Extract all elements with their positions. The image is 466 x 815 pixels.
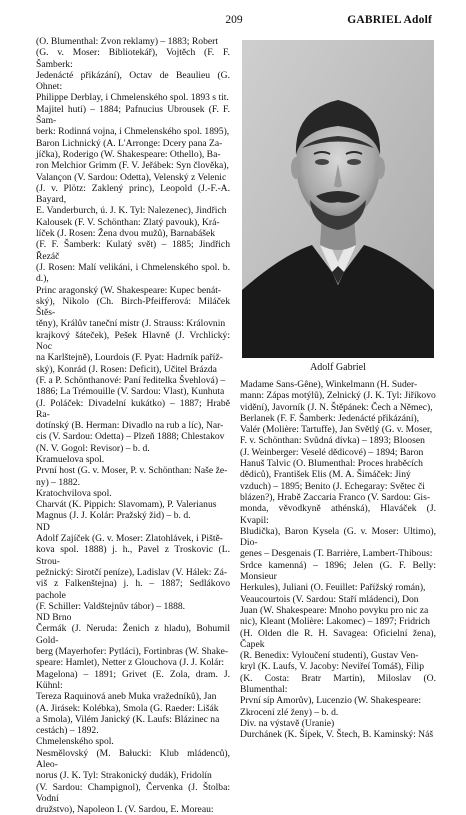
text-line: kryl (K. Laufs, V. Jacoby: Neviřeí Tomáš), Filip — [240, 661, 424, 673]
text-line: První host (G. v. Moser, P. v. Schönthan: Naše že- — [36, 465, 228, 477]
text-line: Adolf Zajíček (G. v. Moser: Zlatohlávek, i Piště- — [36, 533, 223, 545]
text-line: Majitel hutí) – 1884; Pafnucius Ubrousek (F. F. Šam- — [36, 103, 230, 127]
text-line: Hanuš Talvic (O. Blumenthal: Proces hraběcích — [240, 458, 423, 470]
text-line: Madame Sans-Gêne), Winkelmann (H. Suder- — [240, 379, 418, 390]
text-line: (K. Costa: Bratr Martin), Miloslav (O. Blumenthal: — [240, 672, 436, 696]
text-line: Čermák (J. Neruda: Ženich z hladu), Bohumil Gold- — [36, 623, 230, 646]
text-line: Div. na výstavě (Uranie) — [240, 717, 335, 729]
text-line: ron Melchior Grimm (F. V. Jeřábek: Syn člověka), — [36, 160, 229, 172]
text-line: Zkrocení zlé ženy) – b. d. — [240, 706, 339, 718]
text-line: ský), Konrád (J. Rosen: Deficit), Učitel Brázda — [36, 363, 217, 375]
text-line: (J. v. Plötz: Zaklený princ), Leopold (J.-F.-A. Bayard, — [36, 182, 230, 206]
right-column-text — [240, 379, 436, 741]
text-line: pežnický: Sirotčí peníze), Ladislav (V. Hálek: Zá- — [36, 566, 228, 578]
text-line: jíčka), Roderigo (W. Shakespeare: Othello), Ba- — [36, 148, 221, 160]
text-line: (N. V. Gogol: Revisor) – b. d. — [36, 442, 150, 454]
text-line: Nesmělovský (M. Bałucki: Klub mládenců), Aleo- — [36, 747, 230, 770]
text-line: a Smola), Vilém Janický (K. Laufs: Blázinec na — [36, 713, 220, 725]
text-line: F. v. Schönthan: Svůdná dívka) – 1893; Bloosen — [240, 435, 425, 447]
text-line: dědiců), František Elis (M. A. Šimáček: Jiný — [240, 469, 411, 481]
text-line: Kramuelova spol. — [36, 453, 105, 465]
text-line: genes – Desgenais (T. Barrière, Lambert-Thibous: — [240, 548, 433, 560]
text-line: Philippe Derblay, i Chmelenského spol. 1893 s tit. — [36, 92, 229, 104]
text-line: ský), Nikolo (Ch. Birch-Pfeifferová: Miláček Štěs- — [36, 295, 230, 319]
text-line: Juan (W. Shakespeare: Mnoho povyku pro nic za — [240, 604, 429, 616]
text-line: těny), Králův taneční mistr (J. Strauss: Královnin — [36, 318, 226, 330]
text-line: 1886; La Trémouille (V. Sardou: Vlast), Kunhuta — [36, 386, 225, 398]
text-line: Berlanek (F. F. Šamberk: Jedenácté přikázání), — [240, 412, 420, 424]
text-line: Charvát (K. Pippich: Slavomam), P. Valerianus — [36, 499, 217, 511]
text-line: (A. Jirásek: Kolébka), Smola (G. Raeder: Lišák — [36, 702, 219, 714]
text-line: Kratochvilova spol. — [36, 487, 112, 499]
text-line: Valançon (V. Sardou: Odetta), Velenský z Velenic — [36, 171, 227, 183]
text-line: (O. Blumenthal: Zvon reklamy) – 1883; Robert — [36, 36, 218, 47]
text-line: nic), Kleant (Molière: Lakomec) – 1897; Fridrich — [240, 616, 430, 628]
text-line: Baron Lichnický (A. L'Arronge: Dcery pana Za- — [36, 137, 223, 149]
text-line: Magnus (J. J. Kolár: Pražský žid) – b. d. — [36, 510, 191, 522]
text-line: (F. F. Šamberk: Kulatý svět) – 1885; Jindřich Řezáč — [36, 239, 230, 262]
text-line: Princ aragonský (W. Shakespeare: Kupec benát- — [36, 284, 222, 296]
text-line: berg (Mayerhofer: Pytláci), Fortinbras (W. Shake- — [36, 646, 229, 658]
text-line: blázen?), Hrabě Zaccaria Franco (V. Sardou: Gis- — [240, 491, 431, 503]
text-line: na Karlštejně), Lourdois (F. Pyat: Hadrník paříž- — [36, 352, 223, 364]
text-line: (H. Olden dle R. H. Savagea: Oficielní žena), Čapek — [240, 627, 436, 650]
text-line: (F. Schiller: Valdštejnův tábor) – 1888. — [36, 600, 186, 612]
text-line: družstvo), Napoleon I. (V. Sardou, E. Moreau: — [36, 804, 214, 815]
text-line: líček (J. Rosen: Žena dvou mužů), Barnabášek — [36, 228, 216, 240]
text-line: (J. Poláček: Divadelní kukátko) – 1887; Hrabě Ra- — [36, 397, 230, 420]
text-line: krajkový šáteček), Pešek Hlavně (J. Vrchlický: Noc — [36, 329, 230, 353]
text-line: mann: Zápas motýlů), Zelnický (J. K. Tyl: Jiříkovo — [240, 390, 436, 402]
text-line: vzduch) – 1895; Benito (J. Echegaray: Světec či — [240, 480, 425, 492]
text-line: vidění), Javorník (J. N. Štěpánek: Čech a Němec), — [240, 401, 433, 413]
text-line: Herkules), Juliani (O. Feuillet: Pařížský román), — [240, 582, 426, 594]
text-line: monda, věvodkyně athénská), Hlaváček (J. Kvapil: — [240, 503, 436, 526]
page-header — [36, 14, 432, 28]
text-line: (G. v. Moser: Bibliotekář), Vojtěch (F. F. Šamberk: — [36, 47, 230, 70]
text-line: (J. Weinberger: Veselé dědicové) – 1894; Baron — [240, 446, 424, 458]
text-line: Valér (Molière: Tartuffe), Jan Světlý (G. v. Moser, — [240, 424, 433, 436]
text-line: Bludička), Baron Kysela (G. v. Moser: Ultimo), Dio- — [240, 525, 436, 549]
left-column-text — [36, 36, 230, 815]
text-line: (J. Rosen: Malí velikáni, i Chmelenského spol. b. d.), — [36, 261, 230, 285]
text-line: První síp Amorův), Lucenzio (W. Shakespeare: — [240, 695, 422, 707]
text-line: cis (V. Sardou: Odetta) – Plzeň 1888; Chlestakov — [36, 431, 225, 443]
text-line: (R. Benedix: Vyloučení studenti), Gustav Ven- — [240, 650, 419, 662]
text-line: ND Brno — [36, 612, 72, 624]
text-line: ND — [36, 521, 50, 533]
text-line: Jedenácté přikázání), Octav de Beaulieu (G. Ohnet: — [36, 69, 230, 93]
portrait-photo — [242, 40, 434, 358]
page-number: 209 — [225, 14, 243, 26]
text-line: kova spol. 1888) j. h., Pavel z Troskovic (L. Strou- — [36, 544, 230, 567]
text-line: dotínský (B. Herman: Divadlo na rub a líc), Nar- — [36, 420, 224, 432]
photo-caption: Adolf Gabriel — [310, 362, 366, 373]
text-line: (V. Sardou: Champignol), Červenka (J. Štolba: Vodní — [36, 781, 230, 804]
text-line: cestách) – 1892. — [36, 725, 99, 737]
text-line: berk: Rodinná vojna, i Chmelenského spol. 1895), — [36, 126, 230, 138]
text-line: Tereza Raquinová aneb Muka vražedníků), Jan — [36, 691, 217, 703]
text-line: norus (J. K. Tyl: Strakonický dudák), Fridolín — [36, 770, 212, 782]
text-line: Durchánek (K. Šípek, V. Štech, B. Kaminský: Náš — [240, 729, 434, 741]
text-line: ny) – 1882. — [36, 476, 80, 488]
text-line: (F. a P. Schönthanové: Paní ředitelka Švehlová) – — [36, 374, 226, 386]
text-line: speare: Hamlet), Netter z Glouchova (J. J. Kolár: — [36, 657, 225, 669]
text-line: Kalousek (F. V. Schönthan: Zlatý pavouk), Krá- — [36, 216, 220, 228]
text-line: Magelona) – 1891; Grivet (E. Zola, dram. J. Kühnl: — [36, 668, 230, 691]
text-line: viš z Falkenštejna) j. h. – 1887; Sedlákovo pachole — [36, 578, 230, 601]
running-title: GABRIEL Adolf — [347, 14, 432, 26]
text-line: Veaucourtois (V. Sardou: Staří mládenci), Don — [240, 593, 419, 605]
text-line: E. Vanderburch, ú. J. K. Tyl: Nalezenec), Jindřich — [36, 205, 227, 217]
text-line: Srdce kamenná) – 1896; Jelen (G. F. Belly: Monsieur — [240, 559, 436, 583]
text-line: Chmelenského spol. — [36, 736, 114, 748]
